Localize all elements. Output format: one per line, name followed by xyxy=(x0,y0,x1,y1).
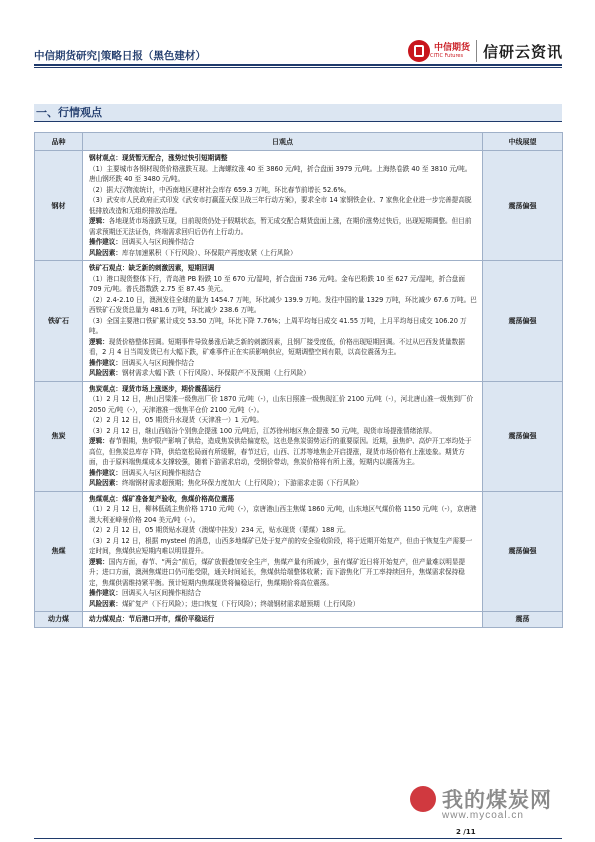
view-line: （1）港口现货整体下行，青岛港 PB 粉跌 10 至 670 元/湿吨，折合盘面 736 元/吨。金布巴粉跌 10 至 627 元/湿吨，折合盘面 709 元/吨。普氏指数跌 2.75 至 87.45 美元。 xyxy=(89,274,465,293)
lead-label: 风险因素： xyxy=(89,248,122,257)
footer-rule xyxy=(34,838,562,839)
row-category: 铁矿石 xyxy=(35,261,83,382)
view-line: 逻辑：国内方面，春节、“两会”前后，煤矿放假叠加安全生产，焦煤产量有所减少，虽有煤矿近日将开始复产，但产量难以明显提升；进口方面，澳洲焦煤进口仍可能受限，通关时间延长，焦煤供给端整体收紧；而下游焦化厂开工率持续回升，焦煤需求保持稳定，焦煤供需维持紧平衡。预计短期内焦煤现货将偏稳运行，焦煤期价将高位震荡。 xyxy=(89,557,466,587)
header-rule-thin xyxy=(34,67,562,68)
table-row xyxy=(35,261,563,382)
view-line: （1）主要城市各钢材现货价格涨跌互现。上海螺纹涨 40 至 3860 元/吨，折合盘面 3979 元/吨。上海热卷跌 40 至 3810 元/吨。唐山钢坯跌 40 至 3480 元/吨。 xyxy=(89,164,472,183)
row-outlook: 震荡偏强 xyxy=(483,491,563,612)
view-line: （2）2.4-2.10 日，澳洲发往全球的量为 1454.7 万吨，环比减少 139.9 万吨。发往中国的量 1329 万吨，环比减少 67.6 万吨。巴西铁矿石发货总量为 481.6 万吨，环比减少 238.6 万吨。 xyxy=(89,295,477,314)
table-row xyxy=(35,612,563,628)
lead-label: 风险因素： xyxy=(89,599,122,608)
watermark-text: 我的煤炭网 xyxy=(442,788,552,812)
page-number: 2 /11 xyxy=(456,828,476,836)
view-line: （2）2 月 12 日，05 期货升水现货（天津准一）1 元/吨。 xyxy=(89,416,263,424)
row-outlook: 震荡偏强 xyxy=(483,151,563,261)
logo-cn-text: 中信期货 xyxy=(434,43,471,53)
header-rule xyxy=(34,64,562,66)
brand-name: 信研云资讯 xyxy=(483,42,564,61)
section-heading: 一、行情观点 xyxy=(34,104,562,122)
view-line: 操作建议：回调买入与区间操作相结合 xyxy=(89,589,202,597)
view-line: （3）全国主要港口铁矿累计成交 53.50 万吨，环比下降 7.76%；上周平均每日成交 41.55 万吨，上月平均每日成交 106.20 万吨。 xyxy=(89,316,467,335)
view-line: （1）2 月 12 日，柳林低硫主焦价格 1710 元/吨（-），京唐港山西主焦煤 1860 元/吨，山东地区气煤价格 1150 元/吨（-），京唐港澳大利亚峰景价格 204 美元/吨（-）。 xyxy=(89,505,477,524)
view-line: 逻辑：春节假期，焦炉限产影响了供给，造成焦炭供给偏宽松，这也是焦炭弱势运行的重要原因。近期，虽焦炉、高炉开工率均处于高位，但焦炭总库存下降，供给宽松局面有所缓解，春节过后，山西、江苏等地焦企开启提涨，现货市场价格有上涨迹象。期货方面，由于原料端焦煤成本支撑较强，随着下游需求启动，受钢价带动，焦炭价格将有所上涨，短期内以震荡为主。 xyxy=(89,437,472,466)
row-outlook: 震荡 xyxy=(483,612,563,628)
lead-label: 逻辑： xyxy=(89,217,109,225)
view-line: 风险因素：库存加速累积（下行风险）、环保限产再度收紧（上行风险） xyxy=(89,248,297,257)
lead-label: 操作建议： xyxy=(89,468,122,477)
row-daily-view xyxy=(83,612,483,628)
row-daily-view xyxy=(83,491,483,612)
view-headline: 钢材观点：现货暂无配合，涨势过快引短期调整 xyxy=(89,154,228,162)
logo-divider xyxy=(476,40,477,62)
view-headline: 铁矿石观点：缺乏新的刺激因素，短期回调 xyxy=(89,264,215,272)
report-title: 中信期货研究|策略日报（黑色建材） xyxy=(34,50,206,62)
header-daily-view: 日观点 xyxy=(83,133,483,151)
lead-label: 操作建议： xyxy=(89,589,122,597)
row-daily-view xyxy=(83,381,483,491)
header-category: 品种 xyxy=(35,133,83,151)
view-line: （1）2 月 12 日，唐山吕梁准一级焦出厂价 1870 元/吨（-），山东日照准一级焦现汇价 2100 元/吨（-），河北唐山准一级焦到厂价 2050 元/吨（-），天津港准一级焦平仓价 2100 元/吨（-）。 xyxy=(89,395,474,414)
view-headline: 动力煤观点：节后港口开市，煤价平稳运行 xyxy=(89,615,215,623)
row-outlook: 震荡偏强 xyxy=(483,261,563,382)
view-line: （2）据大汉物流统计，中西南地区建材社会库存 659.3 万吨，环比春节前增长 52.6%。 xyxy=(89,185,351,194)
market-view-table xyxy=(34,132,563,628)
view-line: 风险因素：煤矿复产（下行风险）；进口恢复（下行风险）；终端钢材需求超预期（上行风险） xyxy=(89,599,360,608)
row-category: 钢材 xyxy=(35,151,83,261)
logo-en-text: CITIC Futures xyxy=(430,53,464,59)
view-line: 操作建议：回调买入与区间操作相结合 xyxy=(89,468,202,477)
row-outlook: 震荡偏强 xyxy=(483,381,563,491)
row-daily-view xyxy=(83,261,483,382)
view-line: 操作建议：回调买入与区间操作结合 xyxy=(89,358,195,367)
view-line: 风险因素：钢材需求大幅下跌（下行风险）、环保限产不及预期（上行风险） xyxy=(89,369,310,377)
lead-label: 操作建议： xyxy=(89,238,122,246)
view-line: 操作建议：回调买入与区间操作结合 xyxy=(89,238,195,246)
row-category: 焦煤 xyxy=(35,491,83,612)
lead-label: 逻辑： xyxy=(89,337,109,346)
view-headline: 焦炭观点：现货市场上涨逐步，期价震荡运行 xyxy=(89,384,221,393)
lead-label: 风险因素： xyxy=(89,479,122,487)
header-outlook: 中线展望 xyxy=(483,133,563,151)
view-headline: 焦煤观点：煤矿准备复产验收，焦煤价格高位震荡 xyxy=(89,494,235,503)
view-line: （3）2 月 12 日，根据 mysteel 的消息，山西多地煤矿已处于复产前的安全验收阶段，将于近期开始复产，但由于恢复生产需要一定时间，焦煤供应短期内难以明显提升。 xyxy=(89,536,473,555)
lead-label: 操作建议： xyxy=(89,358,122,367)
watermark-url: www.mycoal.cn xyxy=(442,810,524,821)
table-row xyxy=(35,491,563,612)
table-row xyxy=(35,151,563,261)
lead-label: 逻辑： xyxy=(89,437,109,445)
brand-logo xyxy=(408,40,563,62)
citic-logo-icon xyxy=(408,40,430,62)
lead-label: 逻辑： xyxy=(89,557,109,566)
view-line: （3）2 月 12 日，继山西临汾个别焦企提涨 100 元/吨后，江苏徐州地区焦企提涨 50 元/吨，现货市场提涨情绪浓厚。 xyxy=(89,426,436,435)
view-line: （3）武安市人民政府正式印发《武安市打赢蓝天保卫战三年行动方案》，要求全市 14 家钢铁企业、7 家焦化企业进一步完善提高脱低排放改造和无组织排放治理。 xyxy=(89,196,472,215)
view-line: 风险因素：终端钢材需求超预期；焦化环保力度加大（上行风险）；下游需求走弱（下行风险） xyxy=(89,479,363,487)
view-line: 逻辑：各地现货市场涨跌互现，目前现货仍处于假期状态，暂无成交配合期货盘面上涨，在期价涨势过快后，出现短期调整。但目前需求预期还无法证伪，终端需求回归后仍有上行动力。 xyxy=(89,217,472,236)
watermark-logo-icon xyxy=(410,786,436,812)
view-line: 逻辑：现货价格整体回调。短期事件导致暴涨后缺乏新的刺激因素，且钢厂接受度低，价格出现短期回调。不过从巴西发货量数据看，2 月 4 日当周发货已有大幅下跌，矿难事件正在实质影响供应，短期调整空间有限，以高位震荡为主。 xyxy=(89,337,465,356)
row-category: 焦炭 xyxy=(35,381,83,491)
row-category: 动力煤 xyxy=(35,612,83,628)
lead-label: 风险因素： xyxy=(89,369,122,377)
table-row xyxy=(35,381,563,491)
row-daily-view xyxy=(83,151,483,261)
view-line: （2）2 月 12 日，05 期货贴水现货（澳煤中挂发）234 元，贴水现货（蒙煤）188 元。 xyxy=(89,526,350,534)
table-header-row xyxy=(35,133,563,151)
